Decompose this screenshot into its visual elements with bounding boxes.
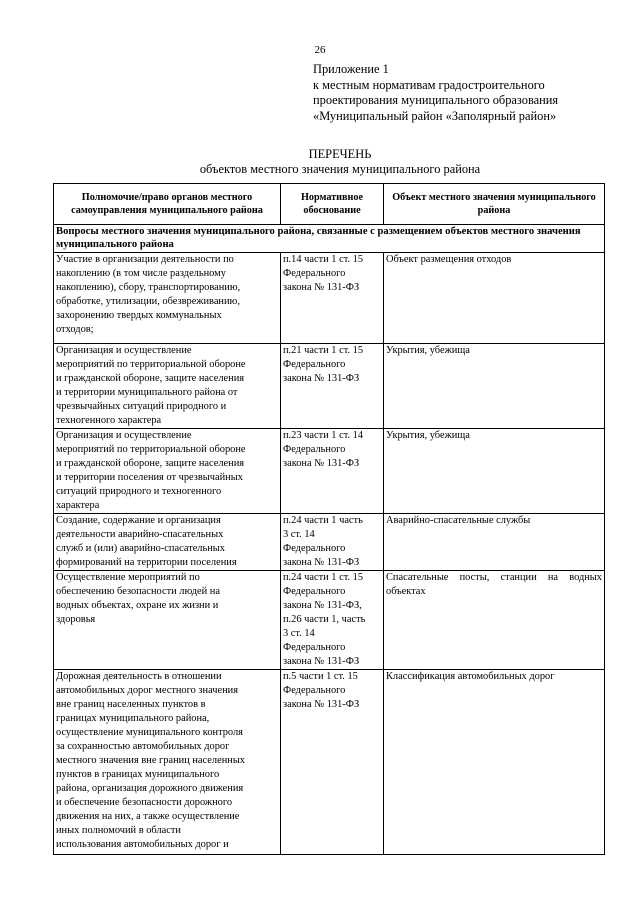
cell-basis: п.21 части 1 ст. 15 Федерального закона № 131-ФЗ	[281, 344, 384, 429]
appendix-heading	[313, 62, 558, 124]
objects-table	[53, 183, 605, 855]
cell-power: Осуществление мероприятий по обеспечению безопасности людей на водных объектах, охране их жизни и здоровья	[54, 571, 281, 670]
table-header-row	[54, 184, 605, 225]
document-subtitle: объектов местного значения муниципального района	[199, 162, 481, 176]
section-heading: Вопросы местного значения муниципального района, связанные с размещением объектов местного значения муниципального района	[54, 225, 605, 253]
appendix-line: «Муниципальный район «Заполярный район»	[313, 108, 557, 123]
section-row	[54, 225, 605, 253]
header-power: Полномочие/право органов местного самоуправления муниципального района	[54, 184, 281, 225]
cell-basis: п.24 части 1 ст. 15 Федерального закона № 131-ФЗ, п.26 части 1, часть 3 ст. 14 Федерального закона № 131-ФЗ	[281, 571, 384, 670]
appendix-line: Приложение 1	[313, 62, 389, 76]
appendix-line: к местным нормативам градостроительного	[313, 77, 545, 92]
cell-power: Дорожная деятельность в отношении автомобильных дорог местного значения вне границ населенных пунктов в границах муниципального района, осуществление муниципального контроля за сохранностью автомобильных дорог местного значения вне границ населенных пунктов в границах муниципального района, организация дорожного движения и обеспечение безопасности дорожного движения на них, а также осуществление иных полномочий в области использования автомобильных дорог и	[54, 670, 281, 855]
cell-object: Укрытия, убежища	[384, 344, 605, 429]
cell-basis: п.5 части 1 ст. 15 Федерального закона № 131-ФЗ	[281, 670, 384, 855]
header-basis: Нормативное обоснование	[281, 184, 384, 225]
document-title: ПЕРЕЧЕНЬ	[308, 147, 372, 161]
cell-power: Организация и осуществление мероприятий по территориальной обороне и гражданской обороне, защите населения и территории поселения от чрезвычайных ситуаций природного и техногенного характера	[54, 429, 281, 514]
table-row	[54, 429, 605, 514]
table-row	[54, 670, 605, 855]
table-row	[54, 253, 605, 344]
cell-basis: п.14 части 1 ст. 15 Федерального закона № 131-ФЗ	[281, 253, 384, 344]
cell-object: Объект размещения отходов	[384, 253, 605, 344]
cell-object: Классификация автомобильных дорог	[384, 670, 605, 855]
cell-basis: п.23 части 1 ст. 14 Федерального закона № 131-ФЗ	[281, 429, 384, 514]
page-number: 26	[314, 44, 326, 56]
cell-power: Организация и осуществление мероприятий по территориальной обороне и гражданской обороне, защите населения и территории муниципального района от чрезвычайных ситуаций природного и техногенного характера	[54, 344, 281, 429]
header-object: Объект местного значения муниципального района	[384, 184, 605, 225]
cell-power: Участие в организации деятельности по накоплению (в том числе раздельному накоплению), сбору, транспортированию, обработке, утилизации, обезвреживанию, захоронению твердых коммунальных отходов;	[54, 253, 281, 344]
cell-object: Укрытия, убежища	[384, 429, 605, 514]
table-row	[54, 571, 605, 670]
appendix-line: проектирования муниципального образования	[313, 93, 559, 107]
cell-basis: п.24 части 1 часть 3 ст. 14 Федерального закона № 131-ФЗ	[281, 514, 384, 571]
cell-power: Создание, содержание и организация деятельности аварийно-спасательных служб и (или) аварийно-спасательных формирований на территории поселения	[54, 514, 281, 571]
cell-object: Спасательные посты, станции на водных объектах	[384, 571, 605, 670]
cell-object: Аварийно-спасательные службы	[384, 514, 605, 571]
table-row	[54, 514, 605, 571]
table-row	[54, 344, 605, 429]
